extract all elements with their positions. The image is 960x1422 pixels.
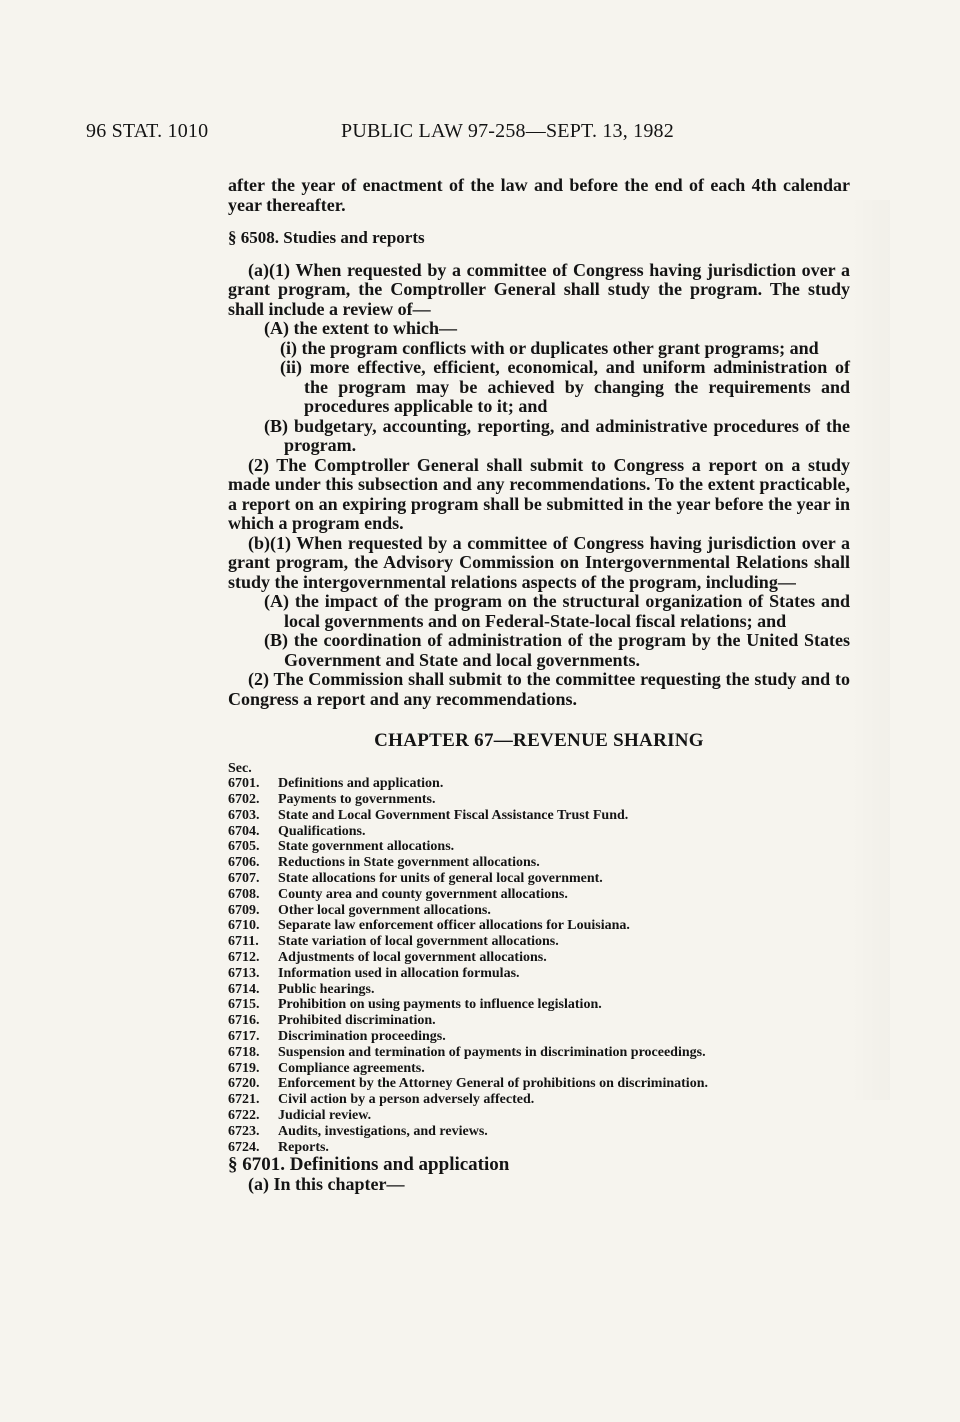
toc-section-title: Reductions in State government allocations.: [278, 855, 540, 871]
toc-section-number: 6704.: [228, 823, 260, 839]
toc-section-number: 6716.: [228, 1013, 260, 1029]
toc-section-title: Discrimination proceedings.: [278, 1029, 446, 1045]
toc-section-number: 6721.: [228, 1092, 260, 1108]
toc-section-number: 6709.: [228, 902, 260, 918]
toc-sec-label: Sec.: [228, 760, 252, 776]
toc-section-number: 6703.: [228, 807, 260, 823]
section-6701-heading: § 6701. Definitions and application: [228, 1154, 510, 1176]
document-body: [228, 176, 850, 1194]
toc-section-title: Reports.: [278, 1139, 329, 1155]
paragraph-a2: (2) The Comptroller General shall submit to Congress a report on a study made under this subsection and any recommendations. To the extent practicable, a report on an expiring program shall be submitted in the year before the year in which a program ends.: [228, 454, 850, 533]
toc-row: [228, 982, 850, 998]
toc-row: [228, 1140, 850, 1156]
toc-row: [228, 950, 850, 966]
toc-section-title: State government allocations.: [278, 839, 455, 855]
toc-row: [228, 1029, 850, 1045]
paragraph-bA: (A) the impact of the program on the structural organization of States and local governments and on Federal-State-local fiscal relations; and: [264, 591, 850, 631]
toc-row: [228, 966, 850, 982]
toc-row: [228, 1045, 850, 1061]
toc-section-title: Civil action by a person adversely affected.: [278, 1092, 535, 1108]
toc-row: [228, 824, 850, 840]
toc-row: [228, 792, 850, 808]
section-6701-subsection-a: (a) In this chapter—: [248, 1173, 405, 1194]
toc-row: [228, 997, 850, 1013]
bleed-through-shadow: [850, 200, 890, 1100]
toc-row: [228, 887, 850, 903]
toc-section-title: Suspension and termination of payments in discrimination proceedings.: [278, 1044, 706, 1060]
toc-section-title: Compliance agreements.: [278, 1060, 425, 1076]
toc-row: [228, 934, 850, 950]
toc-section-title: Qualifications.: [278, 823, 366, 839]
toc-section-number: 6711.: [228, 934, 259, 950]
section-6508-heading: § 6508. Studies and reports: [228, 228, 425, 247]
toc-row: [228, 776, 850, 792]
stat-page-number: 96 STAT. 1010: [86, 120, 209, 142]
toc-section-number: 6718.: [228, 1044, 260, 1060]
toc-section-title: Payments to governments.: [278, 792, 436, 808]
toc-section-title: Audits, investigations, and reviews.: [278, 1123, 488, 1139]
toc-row: [228, 918, 850, 934]
toc-section-number: 6714.: [228, 981, 260, 997]
toc-section-title: Definitions and application.: [278, 776, 444, 792]
toc-section-number: 6706.: [228, 855, 260, 871]
toc-section-number: 6708.: [228, 886, 260, 902]
toc-section-number: 6707.: [228, 871, 260, 887]
toc-section-title: State and Local Government Fiscal Assistance Trust Fund.: [278, 807, 629, 823]
toc-row: [228, 871, 850, 887]
chapter-table-of-contents: [228, 761, 850, 1156]
toc-section-number: 6705.: [228, 839, 260, 855]
toc-section-title: Other local government allocations.: [278, 902, 491, 918]
toc-section-number: 6717.: [228, 1029, 260, 1045]
page-header: [86, 120, 810, 150]
toc-row: [228, 1124, 850, 1140]
toc-row: [228, 1076, 850, 1092]
paragraph-B: (B) budgetary, accounting, reporting, and administrative procedures of the program.: [264, 415, 850, 455]
toc-section-number: 6710.: [228, 918, 260, 934]
toc-row: [228, 1013, 850, 1029]
paragraph-bB: (B) the coordination of administration of the program by the United States Government and State and local governments.: [264, 630, 850, 670]
paragraph-b1: (b)(1) When requested by a committee of Congress having jurisdiction over a grant program, the Advisory Commission on Intergovernmental Relations shall study the intergovernmental relations aspects of the program, including—: [228, 532, 850, 592]
toc-section-title: Separate law enforcement officer allocations for Louisiana.: [278, 918, 630, 934]
toc-row: [228, 839, 850, 855]
toc-section-title: Judicial review.: [278, 1108, 372, 1124]
toc-section-number: 6722.: [228, 1108, 260, 1124]
paragraph-i: (i) the program conflicts with or duplicates other grant programs; and: [280, 337, 819, 358]
toc-section-title: Adjustments of local government allocations.: [278, 950, 547, 966]
toc-section-number: 6723.: [228, 1123, 260, 1139]
paragraph-b2: (2) The Commission shall submit to the committee requesting the study and to Congress a report and any recommendations.: [228, 669, 850, 709]
toc-section-title: Public hearings.: [278, 981, 375, 997]
toc-section-number: 6719.: [228, 1060, 260, 1076]
toc-section-number: 6724.: [228, 1139, 260, 1155]
toc-section-number: 6701.: [228, 776, 260, 792]
toc-row: [228, 903, 850, 919]
paragraph-ii: (ii) more effective, efficient, economical, and uniform administration of the program may be achieved by changing the requirements and procedures applicable to it; and: [280, 357, 850, 416]
toc-section-title: State variation of local government allocations.: [278, 934, 559, 950]
paragraph-a1: (a)(1) When requested by a committee of Congress having jurisdiction over a grant program, the Comptroller General shall study the program. The study shall include a review of—: [228, 259, 850, 319]
toc-row: [228, 808, 850, 824]
toc-section-number: 6715.: [228, 997, 260, 1013]
toc-section-number: 6702.: [228, 792, 260, 808]
toc-section-title: State allocations for units of general local government.: [278, 871, 603, 887]
public-law-citation: PUBLIC LAW 97-258—SEPT. 13, 1982: [341, 120, 674, 142]
toc-section-title: Enforcement by the Attorney General of prohibitions on discrimination.: [278, 1076, 708, 1092]
paragraph-A: (A) the extent to which—: [264, 318, 457, 338]
toc-section-number: 6712.: [228, 950, 260, 966]
toc-row: [228, 855, 850, 871]
toc-section-title: County area and county government allocations.: [278, 886, 568, 902]
intro-paragraph: after the year of enactment of the law and before the end of each 4th calendar year thereafter.: [228, 175, 850, 215]
toc-section-number: 6713.: [228, 965, 260, 981]
toc-row: [228, 1092, 850, 1108]
toc-row: [228, 1061, 850, 1077]
toc-section-title: Prohibited discrimination.: [278, 1013, 436, 1029]
toc-section-title: Information used in allocation formulas.: [278, 965, 520, 981]
toc-section-number: 6720.: [228, 1076, 260, 1092]
toc-row: [228, 1108, 850, 1124]
chapter-67-title: CHAPTER 67—REVENUE SHARING: [374, 730, 704, 751]
toc-section-title: Prohibition on using payments to influence legislation.: [278, 997, 602, 1013]
